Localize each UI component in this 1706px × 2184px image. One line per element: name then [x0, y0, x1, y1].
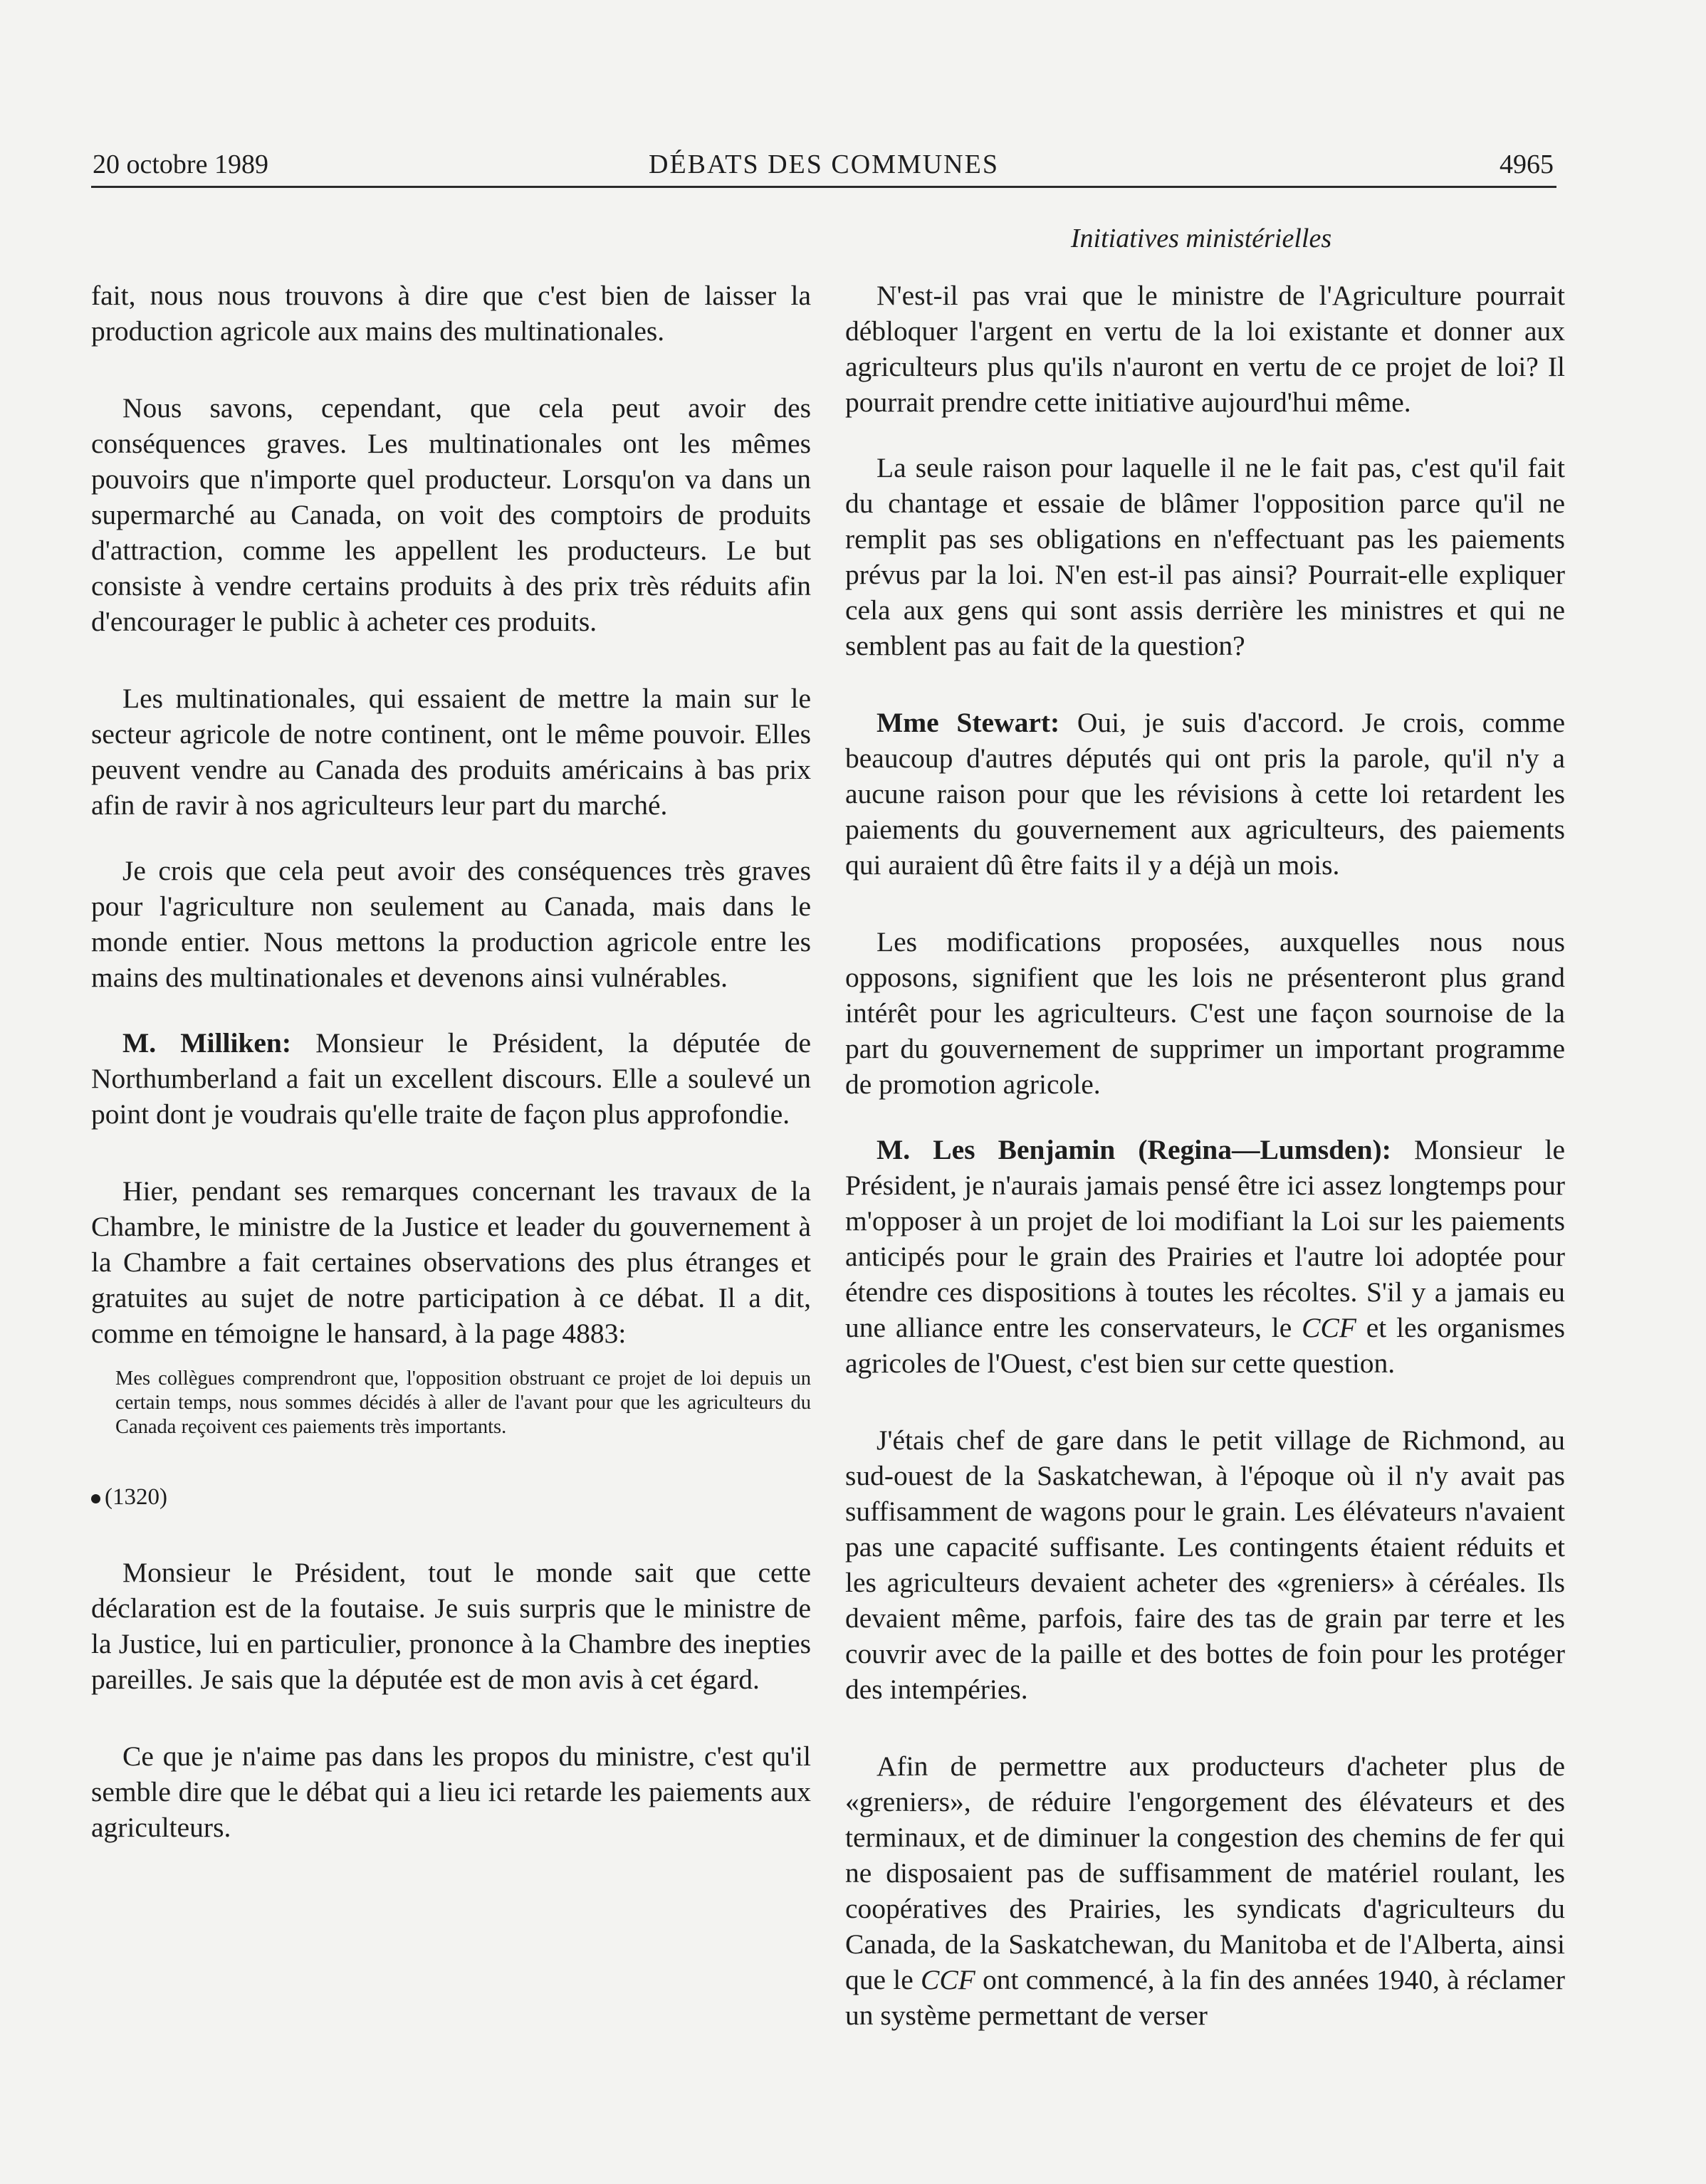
paragraph: Les multinationales, qui essaient de mettre la main sur le secteur agricole de notre continent, ont le même pouvoir. Elles peuvent vendre au Canada des produits américains à bas prix afin de ravir à nos agriculteurs leur part du marché. [91, 683, 811, 821]
speech-text: Monsieur le Président, je n'aurais jamais pensé être ici assez longtemps pour m'opposer à un projet de loi modifiant la Loi sur les paiements anticipés pour le grain des Prairies et l'autre loi adoptée pour étendre ces dispositions à toutes les récoltes. S'il y a jamais eu une alliance entre les conservateurs, le [845, 1134, 1565, 1343]
right-column [845, 278, 1565, 2033]
paragraph: Hier, pendant ses remarques concernant les travaux de la Chambre, le ministre de la Justice et leader du gouvernement à la Chambre a fait certaines observations des plus étranges et gratuites au sujet de notre participation à ce débat. Il a dit, comme en témoigne le hansard, à la page 4883: [91, 1175, 811, 1349]
bullet-icon [91, 1494, 100, 1503]
time-marker [91, 1479, 811, 1515]
header-title: DÉBATS DES COMMUNES [649, 149, 999, 179]
party-abbreviation: CCF [1302, 1312, 1356, 1343]
speaker-name: Mme Stewart: [876, 707, 1060, 738]
paragraph: Nous savons, cependant, que cela peut avoir des conséquences graves. Les multinationales ont les mêmes pouvoirs que n'importe quel producteur. Lorsqu'on va dans un supermarché au Canada, on voit des comptoirs de produits d'attraction, comme les appellent les producteurs. Le but consiste à vendre certains produits à des prix très réduits afin d'encourager le public à acheter ces produits. [91, 392, 811, 637]
speech-paragraph [845, 1132, 1565, 1381]
paragraph: Ce que je n'aime pas dans les propos du ministre, c'est qu'il semble dire que le débat qui a lieu ici retarde les paiements aux agriculteurs. [91, 1741, 811, 1843]
paragraph-text: Afin de permettre aux producteurs d'acheter plus de «greniers», de réduire l'engorgement des élévateurs et des terminaux, et de diminuer la congestion des chemins de fer qui ne disposaient pas de suffisamment de matériel roulant, les coopératives des Prairies, les syndicats d'agriculteurs du Canada, de la Saskatchewan, du Manitoba et de l'Alberta, ainsi que le [845, 1750, 1565, 1995]
running-header [91, 146, 1556, 188]
page-number: 4965 [1500, 149, 1554, 179]
paragraph: La seule raison pour laquelle il ne le fait pas, c'est qu'il fait du chantage et essaie de blâmer l'opposition parce qu'il ne remplit pas ses obligations en n'effectuant pas les paiements prévus par la loi. N'en est-il pas ainsi? Pourrait-elle expliquer cela aux gens qui sont assis derrière les ministres et qui ne semblent pas au fait de la question? [845, 452, 1565, 661]
paragraph [845, 1748, 1565, 2033]
speaker-name: M. Les Benjamin (Regina—Lumsden): [876, 1134, 1391, 1165]
paragraph: Monsieur le Président, tout le monde sait que cette déclaration est de la foutaise. Je suis surpris que le ministre de la Justice, lui en particulier, prononce à la Chambre des inepties pareilles. Je sais que la députée est de mon avis à cet égard. [91, 1557, 811, 1695]
speech-text: Oui, je suis d'accord. Je crois, comme beaucoup d'autres députés qui ont pris la parole, qu'il n'y a aucune raison pour que les révisions à cette loi retardent les paiements du gouvernement aux agriculteurs, des paiements qui auraient dû être faits il y a déjà un mois. [845, 707, 1565, 881]
section-label: Initiatives ministérielles [1070, 224, 1332, 253]
party-abbreviation: CCF [920, 1964, 975, 1995]
header-date: 20 octobre 1989 [93, 149, 268, 179]
time-marker-text: (1320) [105, 1484, 167, 1510]
speech-text: Monsieur le Président, la députée de Northumberland a fait un excellent discours. Elle a soulevé un point dont je voudrais qu'elle traite de façon plus approfondie. [91, 1027, 811, 1130]
speaker-name: M. Milliken: [122, 1027, 292, 1059]
paragraph: Je crois que cela peut avoir des conséquences très graves pour l'agriculture non seulement au Canada, mais dans le monde entier. Nous mettons la production agricole entre les mains des multinationales et devenons ainsi vulnérables. [91, 855, 811, 993]
paragraph-text: ont commencé, à la fin des années 1940, à réclamer un système permettant de verser [845, 1964, 1565, 2031]
speech-text: et les organismes agricoles de l'Ouest, c'est bien sur cette question. [845, 1312, 1565, 1379]
paragraph: N'est-il pas vrai que le ministre de l'Agriculture pourrait débloquer l'argent en vertu de la loi existante et donner aux agriculteurs plus qu'ils n'auront en vertu de ce projet de loi? Il pourrait prendre cette initiative aujourd'hui même. [845, 280, 1565, 418]
paragraph: fait, nous nous trouvons à dire que c'est bien de laisser la production agricole aux mains des multinationales. [91, 280, 811, 347]
left-column [91, 278, 811, 1845]
block-quote: Mes collègues comprendront que, l'opposition obstruant ce projet de loi depuis un certain temps, nous sommes décidés à aller de l'avant pour que les agriculteurs du Canada reçoivent ces paiements très importants. [115, 1367, 811, 1438]
speech-paragraph [845, 705, 1565, 883]
speech-paragraph [91, 1025, 811, 1132]
paragraph: J'étais chef de gare dans le petit village de Richmond, au sud-ouest de la Saskatchewan, à l'époque où il n'y avait pas suffisamment de wagons pour le grain. Les élévateurs n'avaient pas une capacité suffisante. Les contingents étaient réduits et les agriculteurs devaient acheter des «greniers» à céréales. Ils devaient même, parfois, faire des tas de grain par terre et les couvrir avec de la paille et des bottes de foin pour les protéger des intempéries. [845, 1424, 1565, 1705]
paragraph: Les modifications proposées, auxquelles nous nous opposons, signifient que les lois ne présenteront plus grand intérêt pour les agriculteurs. C'est une façon sournoise de la part du gouvernement de supprimer un important programme de promotion agricole. [845, 926, 1565, 1100]
